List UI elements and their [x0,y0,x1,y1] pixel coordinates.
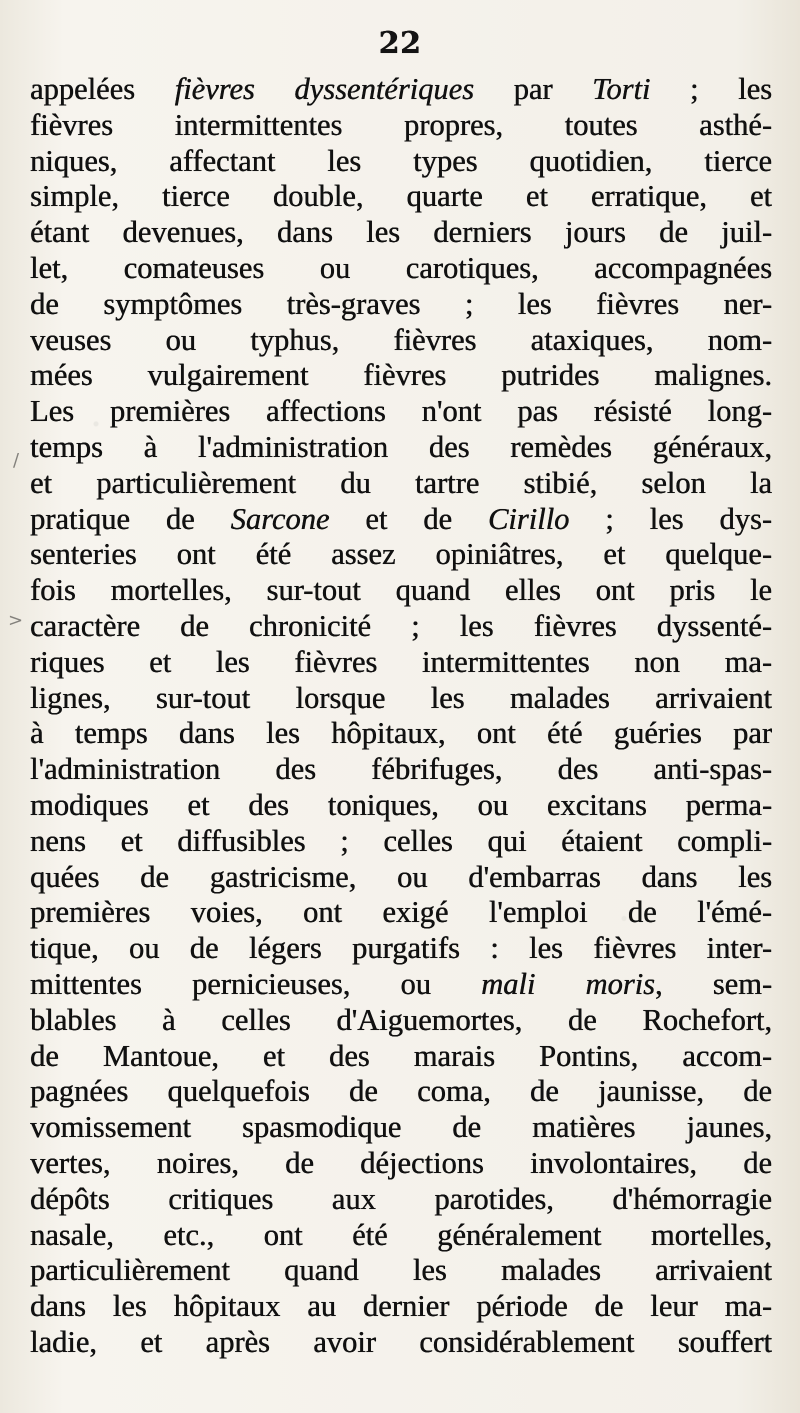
text-line [30,609,772,645]
text-segment: vomissement spasmodique de matières jaunes, [30,1110,772,1145]
text-line [30,287,772,323]
text-segment: ladie, et après avoir considérablement souffert [30,1324,772,1359]
italic-text-segment: fièvres dyssentériques [174,72,474,106]
text-segment: riques et les fièvres intermittentes non ma- [30,644,772,679]
text-line [30,1325,772,1361]
text-segment: mées vulgairement fièvres putrides malignes. [30,358,772,393]
text-line [30,645,772,681]
text-line [30,537,772,573]
text-segment: mittentes pernicieuses, ou [30,966,482,1001]
text-segment: nasale, etc., ont été généralement mortelles, [30,1217,772,1252]
text-segment: Les premières affections n'ont pas résisté long- [30,394,772,429]
text-line [30,824,772,860]
text-line [30,1003,772,1039]
text-segment: étant devenues, dans les derniers jours de juil- [30,215,772,250]
text-segment: appelées [30,72,175,106]
italic-text-segment: Sarcone [230,501,330,536]
text-segment: let, comateuses ou carotiques, accompagnées [30,250,772,285]
text-segment: l'administration des fébrifuges, des anti-spas- [30,752,772,787]
text-segment: simple, tierce double, quarte et erratique, et [30,179,772,214]
text-line [30,1074,772,1110]
text-line [30,502,772,538]
text-segment: pagnées quelquefois de coma, de jaunisse, de [30,1074,772,1109]
margin-speck-mark: / [13,450,20,471]
text-segment: tique, ou de légers purgatifs : les fièvres inter- [30,931,772,966]
text-segment: premières voies, ont exigé l'emploi de l'émé- [30,895,772,930]
text-line [30,1289,772,1325]
body-text [30,72,772,1361]
italic-text-segment: mali moris [481,966,655,1001]
text-segment: pratique de [30,501,231,536]
text-segment: lignes, sur-tout lorsque les malades arrivaient [30,680,772,715]
text-segment: ; les dys- [569,501,772,536]
italic-text-segment: Cirillo [487,501,570,536]
text-line [30,394,772,430]
text-line [30,931,772,967]
text-line [30,1182,772,1218]
text-segment: par [473,72,593,106]
text-line [30,573,772,609]
text-line [30,72,772,108]
text-segment: modiques et des toniques, ou excitans perma- [30,787,772,822]
text-line [30,323,772,359]
text-segment: particulièrement quand les malades arrivaient [30,1253,772,1288]
text-segment: niques, affectant les types quotidien, tierce [30,143,772,178]
text-line [30,430,772,466]
text-line [30,860,772,896]
text-line [30,144,772,180]
text-line [30,215,772,251]
text-segment: , sem- [654,966,772,1001]
text-line [30,1253,772,1289]
text-line [30,716,772,752]
text-segment: blables à celles d'Aiguemortes, de Rochefort, [30,1002,772,1037]
text-segment: veuses ou typhus, fièvres ataxiques, nom- [30,322,772,357]
text-segment: temps à l'administration des remèdes généraux, [30,429,772,464]
text-segment: à temps dans les hôpitaux, ont été guéries par [30,716,772,751]
text-segment: caractère de chronicité ; les fièvres dyssenté- [30,608,772,643]
text-line [30,967,772,1003]
text-segment: fièvres intermittentes propres, toutes asthé- [30,107,772,142]
page-number: 22 [378,26,422,61]
text-line [30,788,772,824]
text-segment: de symptômes très-graves ; les fièvres ner- [30,286,772,321]
text-line [30,1039,772,1075]
text-segment: nens et diffusibles ; celles qui étaient compli- [30,823,772,858]
text-segment: dans les hôpitaux au dernier période de leur ma- [30,1289,772,1324]
text-line [30,752,772,788]
text-segment: ; les [650,72,772,106]
text-line [30,1146,772,1182]
text-line [30,108,772,144]
text-segment: dépôts critiques aux parotides, d'hémorragie [30,1181,772,1216]
text-line [30,681,772,717]
text-segment: et de [329,501,488,536]
text-line [30,1110,772,1146]
text-segment: senteries ont été assez opiniâtres, et quelque- [30,537,772,572]
text-line [30,466,772,502]
italic-text-segment: Torti [592,72,651,106]
text-line [30,1218,772,1254]
text-line [30,895,772,931]
text-line [30,251,772,287]
text-segment: de Mantoue, et des marais Pontins, accom- [30,1038,772,1073]
text-segment: vertes, noires, de déjections involontaires, de [30,1145,772,1180]
text-line [30,179,772,215]
text-segment: fois mortelles, sur-tout quand elles ont pris le [30,573,772,608]
text-segment: quées de gastricisme, ou d'embarras dans les [30,859,772,894]
text-segment: et particulièrement du tartre stibié, selon la [30,465,772,500]
margin-arrow-mark: > [8,610,24,631]
text-line [30,358,772,394]
